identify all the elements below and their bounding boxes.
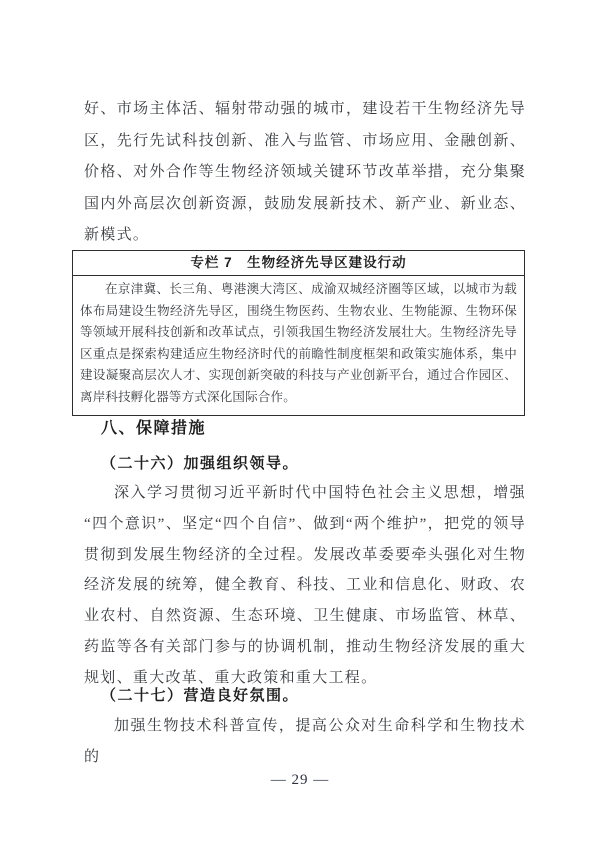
page-number: — 29 —: [270, 772, 330, 788]
paragraph-item-27: 加强生物技术科普宣传，提高公众对生命科学和生物技术的: [84, 718, 526, 765]
section-heading-safeguard-measures: 八、保障措施: [101, 420, 207, 437]
column-7-box-title: 专栏 7 生物经济先导区建设行动: [73, 251, 524, 276]
paragraph-item-26: 深入学习贯彻习近平新时代中国特色社会主义思想，增强“四个意识”、坚定“四个自信”、做到“两个维护”，把党的领导贯彻到发展生物经济的全过程。发展改革委要牵头强化对生物经济发展的统筹，健全教育、科技、工业和信息化、财政、农业农村、自然资源、生态环境、卫生健康、市场监管、林草、药监等各有关部门参与的协调机制，推动生物经济发展的重大规划、重大改革、重大政策和重大工程。: [84, 485, 526, 686]
subsection-heading-26: （二十六）加强组织领导。: [101, 456, 300, 472]
column-7-box-body: 在京津冀、长三角、粤港澳大湾区、成渝双城经济圈等区域，以城市为载体布局建设生物经济先导区，围绕生物医药、生物农业、生物能源、生物环保等领域开展科技创新和改革试点，引领我国生物经济发展壮大。生物经济先导区重点是探索构建适应生物经济时代的前瞻性制度框架和政策实施体系，集中建设凝聚高层次人才、实现创新突破的科技与产业创新平台，通过合作园区、离岸科技孵化器等方式深化国际合作。: [80, 282, 517, 404]
column-7-box: [72, 250, 525, 416]
subsection-heading-27: （二十七）营造良好氛围。: [101, 688, 300, 704]
intro-paragraph: 好、市场主体活、辐射带动强的城市，建设若干生物经济先导区，先行先试科技创新、准入与监管、市场应用、金融创新、价格、对外合作等生物经济领域关键环节改革举措，充分集聚国内外高层次创新资源，鼓励发展新技术、新产业、新业态、新模式。: [84, 101, 526, 243]
